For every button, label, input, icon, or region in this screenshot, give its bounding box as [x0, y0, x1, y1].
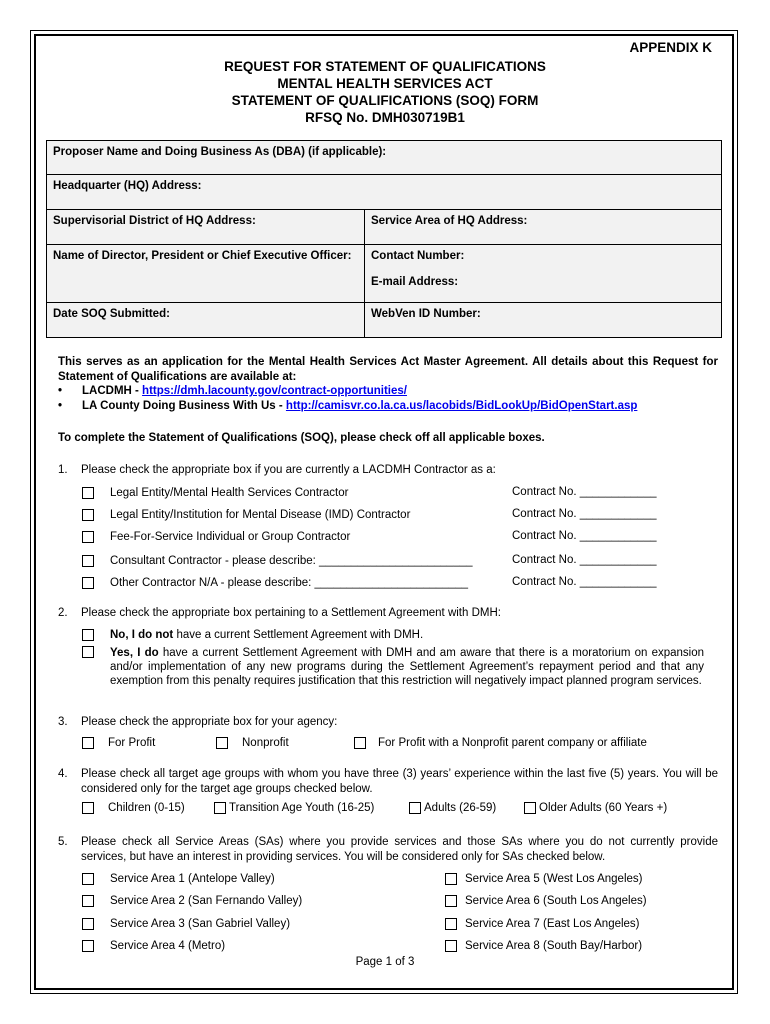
contract-number-4[interactable]: Contract No. ____________	[512, 554, 657, 566]
title-line-2: MENTAL HEALTH SERVICES ACT	[277, 76, 493, 91]
intro-section	[58, 355, 718, 413]
contract-number-2[interactable]: Contract No. ____________	[512, 508, 657, 520]
hq-address-field[interactable]: Headquarter (HQ) Address:	[47, 175, 722, 210]
contract-number-3[interactable]: Contract No. ____________	[512, 530, 657, 542]
question-5	[58, 835, 718, 864]
question-text: Please check all Service Areas (SAs) where you provide services and those SAs where you do not currently provide services, but have an interest in providing services. You will be considered only for SAs checked below.	[81, 836, 718, 863]
checkbox[interactable]	[409, 802, 421, 814]
question-text: Please check the appropriate box pertaining to a Settlement Agreement with DMH:	[81, 607, 501, 619]
checkbox[interactable]	[82, 873, 94, 885]
la-county-link[interactable]: http://camisvr.co.la.ca.us/lacobids/BidLookUp/BidOpenStart.asp	[285, 399, 638, 412]
question-text: Please check all target age groups with whom you have three (3) years’ experience within the last five (5) years. You will be considered only for the target age groups checked below.	[81, 768, 718, 795]
title-line-3: STATEMENT OF QUALIFICATIONS (SOQ) FORM	[231, 93, 539, 108]
question-number: 3.	[58, 716, 68, 728]
checkbox[interactable]	[214, 802, 226, 814]
checkbox[interactable]	[82, 940, 94, 952]
q2-option-no: No, I do not have a current Settlement Agreement with DMH.	[110, 629, 424, 641]
checkbox[interactable]	[524, 802, 536, 814]
question-text: Please check the appropriate box for your agency:	[81, 716, 338, 728]
checkbox[interactable]	[82, 531, 94, 543]
q4-option-tay[interactable]: Transition Age Youth (16-25)	[214, 802, 374, 814]
contract-number-1[interactable]: Contract No. ____________	[512, 486, 657, 498]
intro-text: This serves as an application for the Mental Health Services Act Master Agreement. All details about this Request for Statement of Qualifications are available at:	[58, 356, 718, 383]
question-3	[58, 715, 718, 730]
supervisorial-district-field[interactable]: Supervisorial District of HQ Address:	[47, 210, 365, 245]
link-item-la-county: • LA County Doing Business With Us - http://camisvr.co.la.ca.us/lacobids/BidLookUp/BidOpenStart.asp	[58, 399, 718, 414]
page-number: Page 1 of 3	[355, 956, 415, 968]
checkbox[interactable]	[445, 940, 457, 952]
proposer-name-field[interactable]: Proposer Name and Doing Business As (DBA) (if applicable):	[47, 141, 722, 175]
question-number: 1.	[58, 464, 68, 476]
checkbox[interactable]	[82, 577, 94, 589]
checkbox[interactable]	[82, 555, 94, 567]
question-number: 2.	[58, 607, 68, 619]
checkbox[interactable]	[82, 509, 94, 521]
q3-option-nonprofit[interactable]: Nonprofit	[216, 737, 289, 749]
contract-number-5[interactable]: Contract No. ____________	[512, 576, 657, 588]
checkbox[interactable]	[82, 487, 94, 499]
checkbox-no-settlement[interactable]	[82, 629, 94, 641]
question-1	[58, 463, 718, 478]
service-area-hq-field[interactable]: Service Area of HQ Address:	[365, 210, 722, 245]
checkbox[interactable]	[445, 873, 457, 885]
contact-info-cell	[365, 245, 722, 303]
title-line-1: REQUEST FOR STATEMENT OF QUALIFICATIONS	[224, 59, 546, 74]
checkbox[interactable]	[82, 737, 94, 749]
q2-option-yes: Yes, I do have a current Settlement Agreement with DMH and am aware that there is a moratorium on expansion and/or implementation of any new programs during the Settlement Agreement’s repayment period and that any exemption from this penalty requires justification that this restriction will negatively impact planned program services.	[110, 647, 704, 687]
email-address-field[interactable]: E-mail Address:	[371, 276, 459, 288]
checkbox[interactable]	[216, 737, 228, 749]
contact-number-field[interactable]: Contact Number:	[371, 250, 465, 262]
checkbox-yes-settlement[interactable]	[82, 646, 94, 658]
link-item-lacdmh: • LACDMH - https://dmh.lacounty.gov/contract-opportunities/	[58, 384, 718, 399]
checkbox[interactable]	[82, 918, 94, 930]
q3-option-for-profit[interactable]: For Profit	[82, 737, 155, 749]
question-4	[58, 767, 718, 796]
question-text: Please check the appropriate box if you are currently a LACDMH Contractor as a:	[81, 464, 496, 476]
date-submitted-field[interactable]: Date SOQ Submitted:	[47, 303, 365, 338]
title-line-4: RFSQ No. DMH030719B1	[305, 110, 465, 125]
question-2	[58, 606, 718, 621]
appendix-label: APPENDIX K	[629, 40, 712, 55]
q4-option-older-adults[interactable]: Older Adults (60 Years +)	[524, 802, 667, 814]
document-title	[0, 58, 770, 126]
question-number: 5.	[58, 836, 68, 848]
checkbox[interactable]	[82, 895, 94, 907]
webven-id-field[interactable]: WebVen ID Number:	[365, 303, 722, 338]
director-name-field[interactable]: Name of Director, President or Chief Executive Officer:	[47, 245, 365, 303]
question-number: 4.	[58, 768, 68, 780]
q3-option-for-profit-affiliate[interactable]: For Profit with a Nonprofit parent company or affiliate	[354, 737, 647, 749]
link-list	[58, 384, 718, 413]
q4-option-adults[interactable]: Adults (26-59)	[409, 802, 496, 814]
checkbox[interactable]	[445, 895, 457, 907]
checkbox[interactable]	[82, 802, 94, 814]
checkbox[interactable]	[354, 737, 366, 749]
q4-option-children[interactable]: Children (0-15)	[82, 802, 185, 814]
checkbox[interactable]	[445, 918, 457, 930]
lacdmh-link[interactable]: https://dmh.lacounty.gov/contract-opportunities/	[142, 385, 407, 397]
instruction-text: To complete the Statement of Qualifications (SOQ), please check off all applicable boxes.	[58, 432, 545, 444]
proposer-info-table	[46, 140, 722, 338]
